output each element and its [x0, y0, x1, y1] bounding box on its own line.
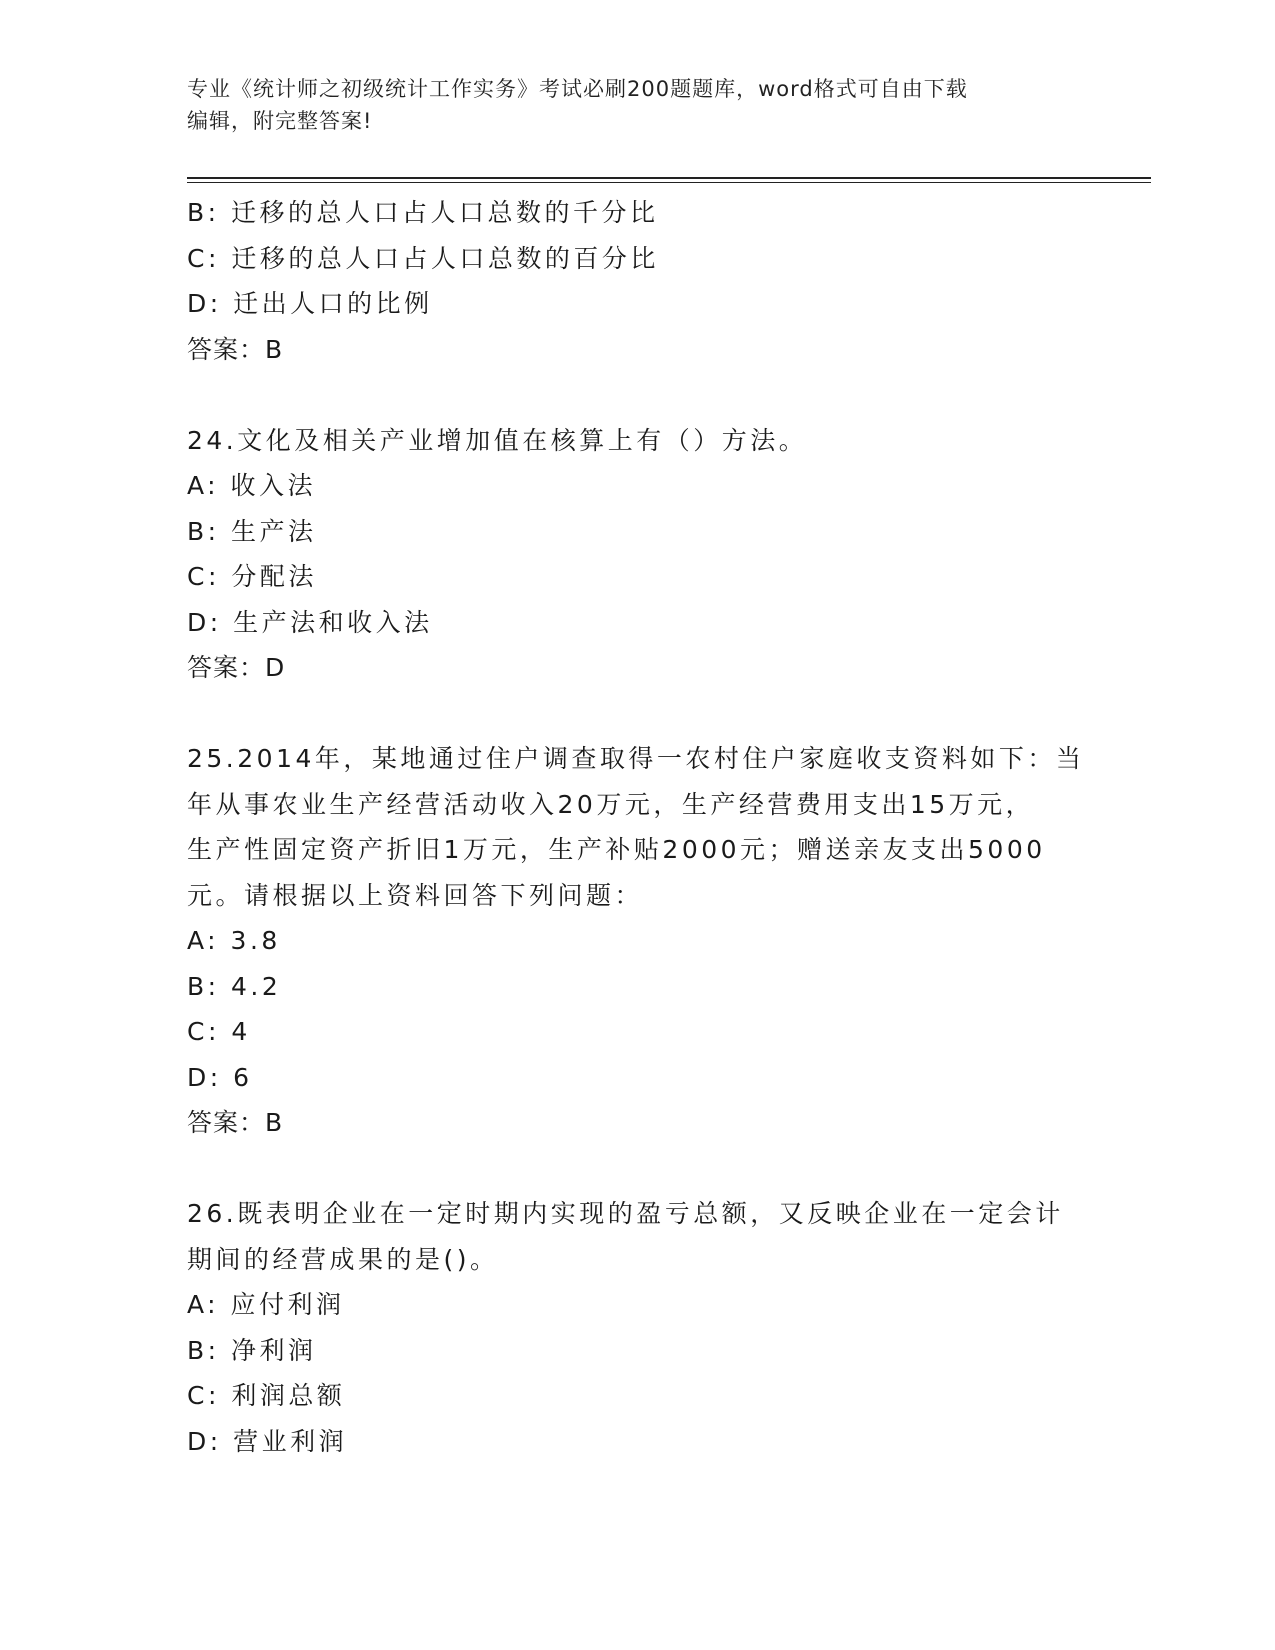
option-c: C: 4	[187, 1017, 251, 1046]
option-b: B: 生产法	[187, 516, 317, 546]
question-24	[187, 418, 1087, 691]
spacer	[187, 691, 1087, 737]
question-23	[187, 190, 1087, 372]
spacer	[187, 1146, 1087, 1192]
header-divider-thin	[187, 182, 1151, 183]
question-text-line: 元。请根据以上资料回答下列问题：	[187, 880, 644, 910]
header-divider-thick	[187, 177, 1151, 179]
option-d: D: 6	[187, 1062, 253, 1092]
option-c: C: 迁移的总人口占人口总数的百分比	[187, 243, 659, 273]
page-header	[187, 73, 1067, 137]
option-c: C: 分配法	[187, 562, 317, 591]
option-d: D: 生产法和收入法	[187, 607, 433, 637]
spacer	[187, 372, 1087, 418]
option-d: D: 迁出人口的比例	[187, 289, 433, 318]
question-text: 24.文化及相关产业增加值在核算上有（）方法。	[187, 425, 808, 455]
header-line-2: 编辑，附完整答案!	[187, 109, 373, 133]
option-b: B: 净利润	[187, 1335, 317, 1365]
answer-line: 答案：B	[187, 334, 284, 364]
option-a: A: 收入法	[187, 471, 317, 500]
header-line-1: 专业《统计师之初级统计工作实务》考试必刷200题题库，word格式可自由下载	[187, 77, 968, 101]
question-list	[187, 190, 1087, 1464]
question-26	[187, 1191, 1087, 1464]
answer-line: 答案：B	[187, 1108, 284, 1137]
question-text-line: 25.2014年，某地通过住户调查取得一农村住户家庭收支资料如下：当	[187, 744, 1085, 773]
question-text-line: 期间的经营成果的是()。	[187, 1244, 499, 1274]
option-b: B: 迁移的总人口占人口总数的千分比	[187, 198, 659, 227]
option-b: B: 4.2	[187, 971, 282, 1001]
question-text-line: 生产性固定资产折旧1万元，生产补贴2000元；赠送亲友支出5000	[187, 835, 1046, 864]
option-c: C: 利润总额	[187, 1381, 346, 1410]
option-a: A: 应付利润	[187, 1290, 345, 1319]
question-text-line: 26.既表明企业在一定时期内实现的盈亏总额，又反映企业在一定会计	[187, 1199, 1064, 1228]
answer-line: 答案：D	[187, 653, 286, 682]
option-d: D: 营业利润	[187, 1426, 348, 1456]
option-a: A: 3.8	[187, 926, 281, 955]
question-25	[187, 736, 1087, 1146]
question-text-line: 年从事农业生产经营活动收入20万元，生产经营费用支出15万元，	[187, 789, 1035, 819]
